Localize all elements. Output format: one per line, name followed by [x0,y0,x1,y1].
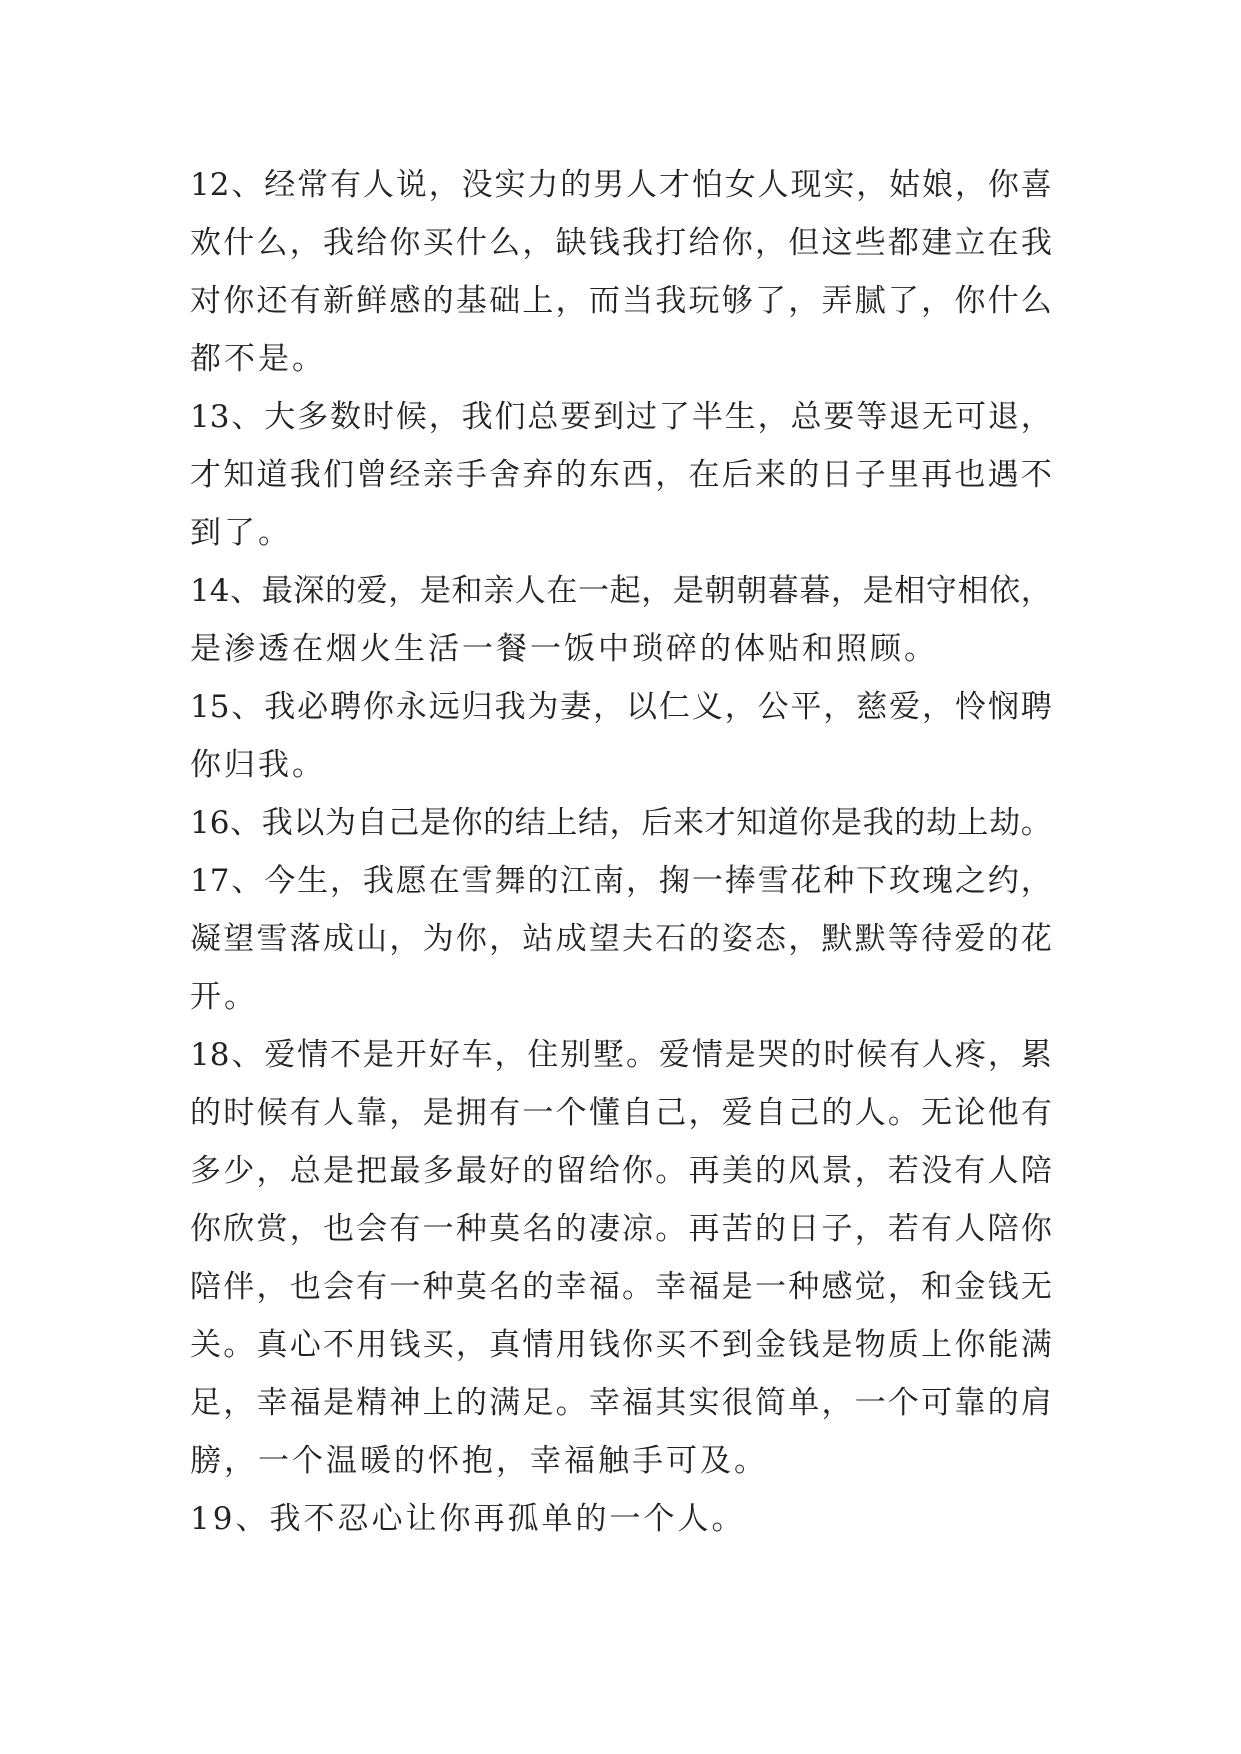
text-line: 陪 伴 ， 也 会 有 一 种 莫 名 的 幸 福 。 幸 福 是 一 种 感 觉 ， 和 金 钱 无 [190,1269,1052,1305]
text-line: 12 、 经 常 有 人 说 ， 没 实 力 的 男 人 才 怕 女 人 现 实 ， 姑 娘 ， 你 喜 [190,167,1052,203]
text-line: 17 、 今 生 ， 我 愿 在 雪 舞 的 江 南 ， 掬 一 捧 雪 花 种 下 玫 瑰 之 约 ， [190,863,1052,899]
text-line: 16 、 我 以 为 自 己 是 你 的 结 上 结 ， 后 来 才 知 道 你 是 我 的 劫 上 劫 。 [190,805,1052,841]
text-line: 多 少 ， 总 是 把 最 多 最 好 的 留 给 你 。 再 美 的 风 景 ， 若 没 有 人 陪 [190,1153,1052,1189]
text-line: 到了。 [190,515,292,551]
text-line: 才 知 道 我 们 曾 经 亲 手 舍 弃 的 东 西 ， 在 后 来 的 日 子 里 再 也 遇 不 [190,457,1052,493]
text-line: 你 欣 赏 ， 也 会 有 一 种 莫 名 的 凄 凉 。 再 苦 的 日 子 ， 若 有 人 陪 你 [190,1211,1052,1247]
text-line: 19、我不忍心让你再孤单的一个人。 [190,1501,746,1537]
text-line: 欢 什 么 ， 我 给 你 买 什 么 ， 缺 钱 我 打 给 你 ， 但 这 些 都 建 立 在 我 [190,225,1052,261]
text-line: 你归我。 [190,747,326,783]
text-line: 对 你 还 有 新 鲜 感 的 基 础 上 ， 而 当 我 玩 够 了 ， 弄 腻 了 ， 你 什 么 [190,283,1052,319]
text-line: 的 时 候 有 人 靠 ， 是 拥 有 一 个 懂 自 己 ， 爱 自 己 的 人 。 无 论 他 有 [190,1095,1052,1131]
text-line: 开。 [190,979,258,1015]
text-line: 13 、 大 多 数 时 候 ， 我 们 总 要 到 过 了 半 生 ， 总 要 等 退 无 可 退 ， [190,399,1052,435]
text-line: 膀，一个温暖的怀抱，幸福触手可及。 [190,1443,768,1479]
text-line: 关 。 真 心 不 用 钱 买 ， 真 情 用 钱 你 买 不 到 金 钱 是 物 质 上 你 能 满 [190,1327,1052,1363]
text-line: 都不是。 [190,341,326,377]
text-line: 18 、 爱 情 不 是 开 好 车 ， 住 别 墅 。 爱 情 是 哭 的 时 候 有 人 疼 ， 累 [190,1037,1052,1073]
text-line: 足 ， 幸 福 是 精 神 上 的 满 足 。 幸 福 其 实 很 简 单 ， 一 个 可 靠 的 肩 [190,1385,1052,1421]
document-body [190,156,1052,1548]
text-line: 凝 望 雪 落 成 山 ， 为 你 ， 站 成 望 夫 石 的 姿 态 ， 默 默 等 待 爱 的 花 [190,921,1052,957]
text-line: 15 、 我 必 聘 你 永 远 归 我 为 妻 ， 以 仁 义 ， 公 平 ， 慈 爱 ， 怜 悯 聘 [190,689,1052,725]
text-line: 是渗透在烟火生活一餐一饭中琐碎的体贴和照顾。 [190,631,938,667]
text-line: 14 、 最 深 的 爱 ， 是 和 亲 人 在 一 起 ， 是 朝 朝 暮 暮 ， 是 相 守 相 依 ， [190,573,1052,609]
